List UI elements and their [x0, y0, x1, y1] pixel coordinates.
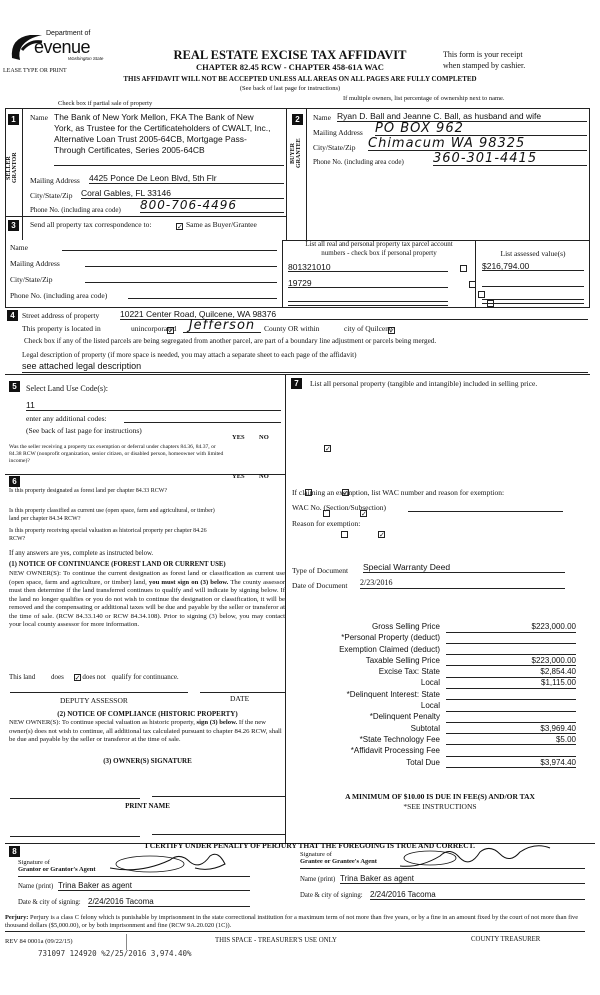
- notice-text: NEW OWNER(S): To continue special valuation as historic property,: [9, 719, 195, 726]
- grantee-sig-line2: Grantee or Grantee's Agent: [300, 858, 377, 865]
- historical-question: Is this property receiving special valuation as historical property per chapter 84.26 RCW?: [9, 528, 207, 542]
- wac-label: WAC No. (Section/Subsection): [292, 503, 386, 512]
- tax-row: [290, 746, 590, 757]
- tax-row: [290, 724, 590, 735]
- buyer-phone-label: Phone No. (including area code): [313, 158, 404, 166]
- tax-row: [290, 622, 590, 633]
- tax-row-value[interactable]: $223,000.00: [446, 622, 576, 633]
- tax-row-label: Total Due: [406, 757, 440, 767]
- legal-description-label: Legal description of property (if more space is needed, you may attach a separate sheet to each page of the affidavit): [22, 351, 357, 359]
- notice-continuance-text: [9, 570, 285, 630]
- buyer-city-field[interactable]: Chimacum WA 98325: [368, 136, 587, 151]
- tax-row-label: *Delinquent Interest: State: [346, 689, 440, 699]
- yes-header: YES: [232, 434, 245, 441]
- continuance-qualify-row: [9, 673, 179, 681]
- owner-signature-line[interactable]: [10, 798, 140, 799]
- buyer-name-field[interactable]: Ryan D. Ball and Jeanne C. Ball, as husband and wife: [337, 111, 587, 122]
- notice-text: NEW OWNER(S): To continue the current designation as forest land or classification as current use (open space, farm and agriculture, or timber) land,: [9, 570, 285, 586]
- buyer-name-label: Name: [313, 113, 331, 122]
- owner-signature-line[interactable]: [152, 796, 285, 797]
- notice-continuance-title: (1) NOTICE OF CONTINUANCE (FOREST LAND OR CURRENT USE): [9, 561, 226, 568]
- instructions-note: (See back of last page for instructions): [239, 85, 341, 92]
- form-number: REV 84 0001a (09/22/15): [5, 938, 73, 945]
- perjury-label: Perjury:: [5, 914, 29, 921]
- grantor-sig-line1: Signature of: [18, 859, 50, 866]
- section-8-number: 8: [9, 846, 20, 857]
- tax-row-label: Subtotal: [410, 723, 440, 733]
- receipt-note-2: when stamped by cashier.: [443, 61, 526, 70]
- personal-property-label: List all personal property (tangible and intangible) included in selling price.: [310, 379, 538, 388]
- doc-date-field[interactable]: 2/23/2016: [360, 578, 565, 589]
- yes-header: YES: [232, 473, 245, 480]
- street-address-field[interactable]: 10221 Center Road, Quilcene, WA 98376: [120, 309, 588, 320]
- logo-state-text: Washington State: [68, 56, 104, 61]
- tax-row-value[interactable]: [446, 633, 576, 644]
- does-not-checkbox[interactable]: [74, 674, 81, 681]
- tax-row: [290, 712, 590, 723]
- form-subtitle: CHAPTER 82.45 RCW - CHAPTER 458-61A WAC: [196, 62, 384, 72]
- tax-row-label: Exemption Claimed (deduct): [339, 644, 440, 654]
- parcels-header-line: List all real and personal property tax parcel account: [305, 240, 453, 248]
- doc-type-field[interactable]: Special Warranty Deed: [363, 562, 565, 573]
- doc-type-label: Type of Document: [292, 566, 349, 575]
- county-or-within-label: County OR within: [264, 324, 320, 333]
- cashier-stamp: 731097 124920 %2/25/2016 3,974.40%: [38, 949, 192, 958]
- receipt-note-1: This form is your receipt: [443, 50, 523, 59]
- tax-row-value[interactable]: $2,854.40: [446, 667, 576, 678]
- correspondence-city-field[interactable]: [85, 282, 277, 283]
- grantor-date-label: Date & city of signing:: [18, 899, 81, 906]
- assessed-value-field[interactable]: [482, 300, 584, 304]
- exemption-claim-label: If claiming an exemption, list WAC number and reason for exemption:: [292, 488, 505, 497]
- exemption-question: Was the seller receiving a property tax exemption or deferral under chapters 84.36, 84.37, or 84.38 RCW (nonprofit organization, senior citizen, or disabled person, homeowner with limited income)?: [9, 444, 224, 464]
- tax-row: [290, 678, 590, 689]
- notice-compliance-text: [9, 719, 285, 745]
- grantor-signature[interactable]: [110, 850, 230, 876]
- grantor-name-label: Name (print): [18, 883, 54, 890]
- tax-row: [290, 758, 590, 769]
- parcel-number-field[interactable]: [288, 292, 448, 302]
- current-use-question: Is this property classified as current use (open space, farm and agricultural, or timber) land per chapter 84.34 RCW?: [9, 508, 215, 522]
- section-6-number: 6: [9, 476, 20, 487]
- correspondence-city-label: City/State/Zip: [10, 275, 53, 284]
- segregated-label: Check box if any of the listed parcels are being segregated from another parcel, are part of a boundary line adjustment or parcels being merged.: [24, 337, 437, 345]
- seller-phone-field[interactable]: 800-706-4496: [140, 198, 284, 213]
- section-4-number: 4: [7, 310, 18, 321]
- personal-property-checkbox[interactable]: [469, 281, 476, 288]
- unincorporated-label: unincorporated: [131, 324, 177, 333]
- does-not-label: does not: [82, 673, 106, 681]
- historical-yes-checkbox[interactable]: [341, 531, 348, 538]
- legal-description-field[interactable]: see attached legal description: [22, 361, 588, 373]
- buyer-mailing-field[interactable]: PO BOX 962: [375, 121, 587, 136]
- correspondence-phone-label: Phone No. (including area code): [10, 291, 108, 300]
- treasurer-use-label: THIS SPACE - TREASURER'S USE ONLY: [215, 937, 337, 944]
- seller-city-field[interactable]: Coral Gables, FL 33146: [81, 188, 284, 199]
- form-title: REAL ESTATE EXCISE TAX AFFIDAVIT: [173, 48, 407, 62]
- logo-revenue-text: evenue: [34, 37, 91, 57]
- seller-name-line: The Bank of New York Mellon, FKA The Bank of New: [54, 112, 254, 122]
- personal-property-checkbox[interactable]: [460, 265, 467, 272]
- print-instruction: LEASE TYPE OR PRINT: [3, 68, 67, 74]
- tax-row-value[interactable]: $3,969.40: [446, 724, 576, 735]
- notice-bold: sign (3) below.: [196, 719, 238, 726]
- seller-name-label: Name: [30, 113, 48, 122]
- tax-row-value[interactable]: [446, 701, 576, 712]
- section-5-number: 5: [9, 381, 20, 392]
- grantor-date-field[interactable]: 2/24/2016 Tacoma: [88, 897, 250, 907]
- perjury-notice: [5, 914, 595, 930]
- historical-no-checkbox[interactable]: [378, 531, 385, 538]
- no-header: NO: [259, 473, 269, 480]
- tax-row-label: Gross Selling Price: [371, 622, 440, 631]
- section-3-number: 3: [8, 220, 19, 231]
- correspondence-name-field[interactable]: [62, 250, 277, 251]
- notice-text: The county assessor must then determine if the land transferred continues to qualify and will indicate by signing below. If the land no longer qualifies or you do not wish to continue the designation or classification, it will be removed and the compensating or additional taxes will be due and payable by the seller or transferor at the time of sale. (RCW 84.33.140 or RCW 84.34.108). Prior to signing (3) below, you may contact your local county assessor for more information.: [9, 578, 286, 628]
- grantor-signature-label: [18, 859, 96, 873]
- partial-sale-label: Check box if partial sale of property: [58, 100, 153, 107]
- seller-city-label: City/State/Zip: [30, 191, 73, 200]
- seller-name-line: York, as Trustee for the Certificateholders of CWALT, Inc.,: [54, 123, 271, 133]
- tax-row-value[interactable]: [446, 645, 576, 656]
- tax-row: [290, 735, 590, 746]
- assessor-date-line[interactable]: [200, 692, 285, 693]
- additional-codes-field[interactable]: [124, 422, 281, 423]
- tax-row-label: *Delinquent Penalty: [369, 712, 440, 722]
- no-header: NO: [259, 434, 269, 441]
- located-in-label: This property is located in: [22, 324, 101, 333]
- minimum-fee-note: A MINIMUM OF $10.00 IS DUE IN FEE(S) AND/OR TAX: [345, 792, 535, 801]
- tax-calculation-table: [290, 622, 590, 769]
- grantee-sig-line1: Signature of: [300, 851, 332, 858]
- street-address-label: Street address of property: [22, 311, 100, 320]
- parcel-number-field[interactable]: [288, 302, 448, 306]
- tax-row-label: Local: [420, 678, 440, 688]
- does-label: does: [51, 673, 64, 681]
- buyer-city-label: City/State/Zip: [313, 143, 356, 152]
- tax-row-label: Local: [420, 701, 440, 711]
- tax-row-value[interactable]: $3,974.40: [446, 758, 576, 769]
- tax-row: [290, 701, 590, 712]
- tax-row: [290, 633, 590, 644]
- grantor-name-field[interactable]: Trina Baker as agent: [58, 881, 250, 891]
- parcel-number-field[interactable]: 19729: [288, 278, 448, 288]
- exemption-no-checkbox[interactable]: [324, 445, 331, 452]
- grantor-sig-line2: Grantor or Grantor's Agent: [18, 866, 96, 873]
- seller-grantor-label: SELLER GRANTOR: [6, 152, 18, 184]
- tax-row-label: *Affidavit Processing Fee: [350, 746, 440, 756]
- perjury-text: Perjury is a class C felony which is punishable by imprisonment in the state correctional institution for a maximum term of not more than five years, or by a fine in an amount fixed by the court of not more than five thousand dollars ($5,000.00), or by both imprisonment and fine (RCW 9A.20.020 (1C)).: [5, 914, 579, 929]
- assessed-value-field[interactable]: $216,794.00: [482, 261, 584, 271]
- land-use-field[interactable]: 11: [26, 400, 281, 411]
- assessed-value-field[interactable]: [482, 277, 584, 287]
- county-field[interactable]: Jefferson: [183, 318, 261, 333]
- same-as-buyer-checkbox[interactable]: [176, 223, 183, 230]
- forest-land-question: Is this property designated as forest land per chapter 84.33 RCW?: [9, 488, 168, 494]
- if-yes-instruction: If any answers are yes, complete as instructed below.: [9, 550, 154, 557]
- notice-bold: you must sign on (3) below.: [148, 578, 229, 586]
- logo-dept-text: Department of: [46, 30, 91, 37]
- grantee-signature-label: [300, 851, 377, 865]
- notice-text: If the new owner(s) does not wish to continue, all additional tax calculated pursuant to chapter 84.26 RCW, shall be due and payable by the seller or transferor at the time of sale.: [9, 719, 282, 743]
- reason-label: Reason for exemption:: [292, 519, 361, 528]
- print-name-line[interactable]: [10, 836, 140, 837]
- correspondence-mailing-label: Mailing Address: [10, 259, 60, 268]
- city-label: city of Quilcene: [344, 324, 393, 333]
- same-as-buyer-label: Same as Buyer/Grantee: [186, 220, 257, 229]
- deputy-assessor-signature-line[interactable]: [10, 692, 188, 693]
- correspondence-name-label: Name: [10, 243, 28, 252]
- see-instructions-note: *SEE INSTRUCTIONS: [403, 802, 477, 811]
- tax-row-value[interactable]: [446, 690, 576, 701]
- grantee-date-field[interactable]: 2/24/2016 Tacoma: [370, 890, 585, 900]
- wac-field[interactable]: [408, 511, 563, 512]
- seller-mailing-label: Mailing Address: [30, 176, 80, 185]
- notice-compliance-title: (2) NOTICE OF COMPLIANCE (HISTORIC PROPERTY): [57, 710, 238, 718]
- correspondence-mailing-field[interactable]: [85, 266, 277, 267]
- this-land-label: This land: [9, 673, 36, 681]
- land-use-instructions: (See back of last page for instructions): [26, 426, 142, 435]
- grantee-name-label: Name (print): [300, 876, 336, 883]
- seller-phone-label: Phone No. (including area code): [30, 206, 121, 214]
- parcels-header-line: numbers - check box if personal property: [321, 249, 437, 257]
- tax-row: [290, 656, 590, 667]
- seller-mailing-field[interactable]: 4425 Ponce De Leon Blvd, 5th Flr: [89, 173, 284, 184]
- tax-row-label: Excise Tax: State: [378, 667, 440, 677]
- additional-codes-label: enter any additional codes:: [26, 414, 107, 423]
- tax-row-value[interactable]: $5.00: [446, 735, 576, 746]
- tax-row-label: Taxable Selling Price: [365, 655, 440, 665]
- section-2-number: 2: [292, 114, 303, 125]
- grantee-name-field[interactable]: Trina Baker as agent: [340, 874, 585, 884]
- seller-name-value[interactable]: [54, 112, 284, 156]
- tax-row-value[interactable]: [446, 746, 576, 757]
- deputy-assessor-label: DEPUTY ASSESSOR: [60, 696, 128, 705]
- assessed-header: List assessed value(s): [500, 249, 566, 258]
- tax-row: [290, 667, 590, 678]
- parcels-header: [284, 240, 474, 258]
- print-name-label: PRINT NAME: [125, 802, 170, 810]
- county-treasurer-label: COUNTY TREASURER: [471, 936, 541, 943]
- print-name-line[interactable]: [152, 834, 285, 835]
- owner-signature-title: (3) OWNER(S) SIGNATURE: [103, 757, 192, 765]
- correspondence-phone-field[interactable]: [128, 298, 277, 299]
- warning-banner: THIS AFFIDAVIT WILL NOT BE ACCEPTED UNLESS ALL AREAS ON ALL PAGES ARE FULLY COMPLETED: [123, 75, 477, 83]
- tax-row-value[interactable]: $223,000.00: [446, 656, 576, 667]
- tax-row-value[interactable]: $1,115.00: [446, 678, 576, 689]
- date-label: DATE: [230, 694, 250, 703]
- tax-correspondence-label: Send all property tax correspondence to:: [30, 220, 152, 229]
- tax-row: [290, 690, 590, 701]
- seller-name-line: Through Certificates, Series 2005-64CB: [54, 145, 205, 155]
- buyer-grantee-label: BUYER GRANTEE: [290, 138, 302, 168]
- tax-row-label: *Personal Property (deduct): [341, 633, 440, 643]
- qualify-label: qualify for continuance.: [111, 673, 179, 681]
- parcel-number-field[interactable]: 801321010: [288, 262, 448, 272]
- section-1-number: 1: [8, 114, 19, 125]
- doc-date-label: Date of Document: [292, 581, 348, 590]
- certify-statement: I CERTIFY UNDER PENALTY OF PERJURY THAT THE FOREGOING IS TRUE AND CORRECT.: [144, 841, 475, 850]
- tax-row-label: *State Technology Fee: [359, 734, 440, 744]
- dor-logo: [8, 30, 108, 66]
- section-7-number: 7: [291, 378, 302, 389]
- buyer-phone-field[interactable]: 360-301-4415: [433, 151, 587, 166]
- grantee-date-label: Date & city of signing:: [300, 892, 363, 899]
- multiple-owners-note: If multiple owners, list percentage of ownership next to name.: [343, 95, 505, 102]
- assessed-value-field[interactable]: [482, 290, 584, 300]
- tax-row-value[interactable]: [446, 712, 576, 723]
- seller-name-line: Alternative Loan Trust 2005-64CB, Mortgage Pass-: [54, 134, 247, 144]
- tax-row: [290, 645, 590, 656]
- buyer-mailing-label: Mailing Address: [313, 128, 363, 137]
- land-use-label: Select Land Use Code(s):: [26, 384, 108, 393]
